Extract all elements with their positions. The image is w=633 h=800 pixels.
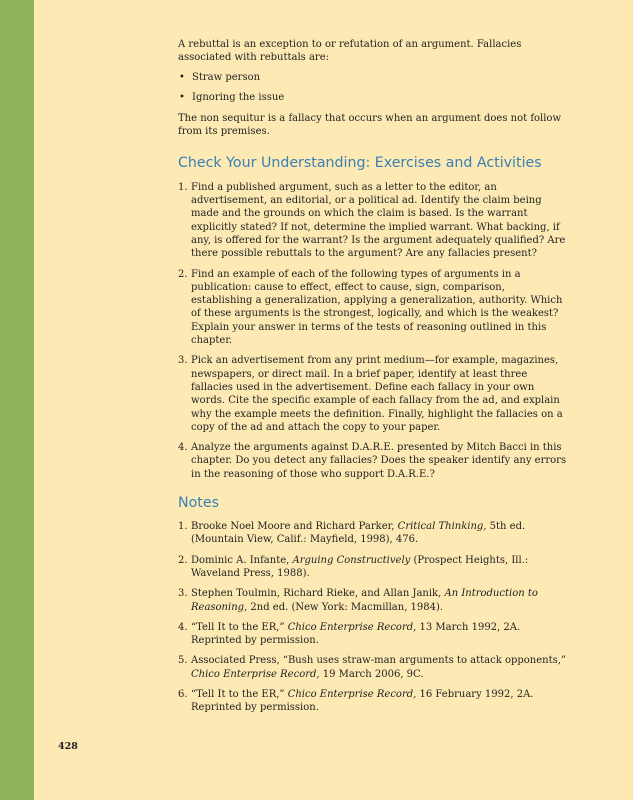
- exercise-item: 1. Find a published argument, such as a letter to the editor, an advertisement, an editorial, or a political ad. Identify the claim being made and the grounds on which the claim is based. Is the warrant explicitly stated? If not, determine the implied warrant. What backing, if any, is offered for the warrant? Is the argument adequately qualified? Are there possible rebuttals to the argument? Are any fallacies present?: [178, 181, 566, 260]
- notes-list: [178, 520, 568, 715]
- note-item: 6. “Tell It to the ER,” Chico Enterprise Record, 16 February 1992, 2A. Reprinted by permission.: [178, 688, 534, 714]
- side-color-band: [0, 0, 34, 800]
- list-item: • Ignoring the issue: [179, 91, 285, 103]
- non-sequitur-paragraph: The non sequitur is a fallacy that occurs when an argument does not follow from its premises.: [178, 113, 562, 138]
- note-item: 4. “Tell It to the ER,” Chico Enterprise Record, 13 March 1992, 2A. Reprinted by permission.: [178, 621, 521, 647]
- exercises-list: [178, 181, 568, 481]
- rebuttal-paragraph: A rebuttal is an exception to or refutation of an argument. Fallacies associated with rebuttals are:: [178, 39, 522, 64]
- exercise-item: 3. Pick an advertisement from any print medium—for example, magazines, newspapers, or direct mail. In a brief paper, identify at least three fallacies used in the advertisement. Define each fallacy in your own words. Cite the specific example of each fallacy from the ad, and explain why the example meets the definition. Finally, highlight the fallacies on a copy of the ad and attach the copy to your paper.: [178, 355, 563, 433]
- notes-heading: Notes: [178, 495, 219, 512]
- note-item: 2. Dominic A. Infante, Arguing Constructively (Prospect Heights, Ill.: Waveland Press, 1988).: [178, 554, 529, 579]
- note-item: 3. Stephen Toulmin, Richard Rieke, and Allan Janik, An Introduction to Reasoning, 2nd ed. (New York: Macmillan, 1984).: [178, 588, 538, 613]
- list-item: • Straw person: [179, 71, 261, 83]
- note-item: 1. Brooke Noel Moore and Richard Parker, Critical Thinking, 5th ed. (Mountain View, Calif.: Mayfield, 1998), 476.: [178, 521, 526, 546]
- page-number: 428: [58, 741, 78, 752]
- exercises-heading: Check Your Understanding: Exercises and Activities: [178, 154, 542, 171]
- bullet-icon: •: [179, 91, 185, 103]
- page-content: [178, 38, 568, 722]
- exercise-item: 2. Find an example of each of the following types of arguments in a publication: cause to effect, effect to cause, sign, comparison, establishing a generalization, applying a generalization, authority. Which of these arguments is the strongest, logically, and which is the weakest? Explain your answer in terms of the tests of reasoning outlined in this chapter.: [178, 268, 563, 347]
- rebuttal-fallacy-list: [178, 71, 568, 105]
- exercise-item: 4. Analyze the arguments against D.A.R.E. presented by Mitch Bacci in this chapter. Do you detect any fallacies? Does the speaker identify any errors in the reasoning of those who support D.A.R.E.?: [178, 442, 567, 480]
- bullet-icon: •: [179, 71, 185, 83]
- note-item: 5. Associated Press, “Bush uses straw-man arguments to attack opponents,” Chico Enterprise Record, 19 March 2006, 9C.: [178, 655, 567, 680]
